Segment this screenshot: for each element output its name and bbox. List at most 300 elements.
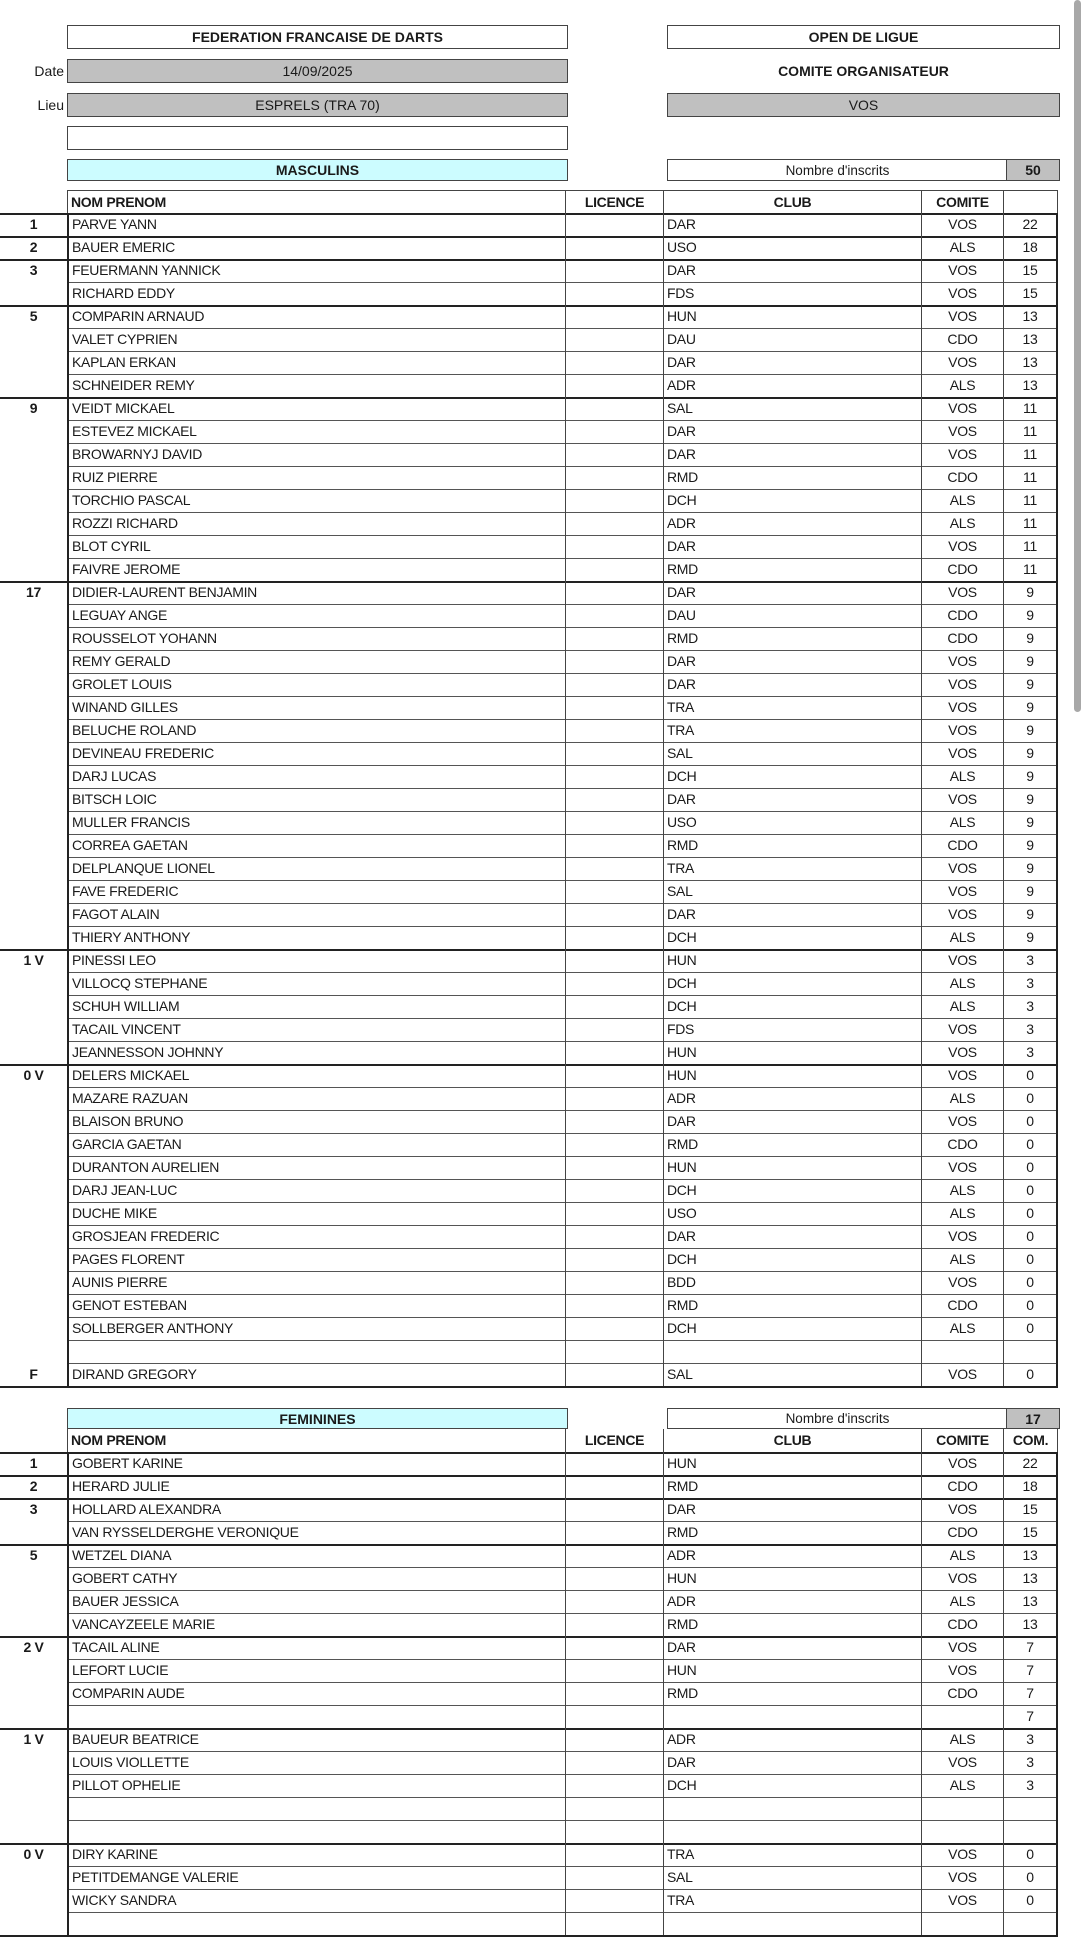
feminines-title: FEMININES [67, 1408, 568, 1429]
club-cell: DAU [664, 328, 922, 351]
licence-cell [566, 535, 664, 558]
lieu-field[interactable]: ESPRELS (TRA 70) [67, 93, 568, 117]
comite-cell [922, 1912, 1004, 1935]
comite-cell: ALS [922, 765, 1004, 788]
club-cell: SAL [664, 397, 922, 420]
club-cell: HUN [664, 949, 922, 972]
club-cell [664, 1705, 922, 1728]
name-cell: TORCHIO PASCAL [67, 489, 566, 512]
club-cell: SAL [664, 1363, 922, 1386]
col-header-club: CLUB [664, 191, 922, 214]
name-cell: PILLOT OPHELIE [67, 1774, 566, 1797]
rank-cell: 3 [29, 1501, 38, 1517]
licence-cell [566, 765, 664, 788]
comite-cell: ALS [922, 1202, 1004, 1225]
table-row[interactable] [0, 443, 1060, 466]
masculins-column-header [67, 190, 1058, 214]
rank-cell [0, 282, 67, 305]
name-cell: WINAND GILLES [67, 696, 566, 719]
name-cell: RICHARD EDDY [67, 282, 566, 305]
licence-cell [566, 236, 664, 259]
date-label: Date [34, 63, 64, 79]
table-row[interactable] [0, 719, 1060, 742]
points-cell: 0 [1004, 1843, 1058, 1866]
table-row[interactable] [0, 1156, 1060, 1179]
club-cell: DAR [664, 1225, 922, 1248]
rank-cell [0, 834, 67, 857]
licence-cell [566, 1636, 664, 1659]
comite-cell [922, 1797, 1004, 1820]
name-cell: BLAISON BRUNO [67, 1110, 566, 1133]
comite-cell: VOS [922, 903, 1004, 926]
licence-cell [566, 834, 664, 857]
table-row[interactable] [0, 995, 1060, 1018]
club-cell: DAR [664, 213, 922, 236]
points-cell: 3 [1004, 1774, 1058, 1797]
name-cell: DURANTON AURELIEN [67, 1156, 566, 1179]
licence-cell [566, 558, 664, 581]
comite-cell: ALS [922, 236, 1004, 259]
comite-organisateur-field[interactable]: VOS [667, 93, 1060, 117]
rank-cell: 1 V [23, 1731, 44, 1747]
comite-cell: VOS [922, 443, 1004, 466]
points-cell: 13 [1004, 351, 1058, 374]
points-cell: 0 [1004, 1110, 1058, 1133]
points-cell: 0 [1004, 1225, 1058, 1248]
table-row[interactable] [0, 420, 1060, 443]
comite-cell: VOS [922, 1636, 1004, 1659]
name-cell: FAGOT ALAIN [67, 903, 566, 926]
comite-cell: ALS [922, 512, 1004, 535]
table-row[interactable] [0, 489, 1060, 512]
rank-cell [0, 328, 67, 351]
table-row[interactable] [0, 1475, 1060, 1498]
licence-cell [566, 673, 664, 696]
points-cell: 13 [1004, 1567, 1058, 1590]
table-row[interactable] [0, 788, 1060, 811]
licence-cell [566, 328, 664, 351]
comite-cell: ALS [922, 1544, 1004, 1567]
licence-cell [566, 397, 664, 420]
table-row[interactable] [0, 1590, 1060, 1613]
club-cell: RMD [664, 1682, 922, 1705]
comite-cell: VOS [922, 305, 1004, 328]
licence-cell [566, 1567, 664, 1590]
rank-cell [0, 673, 67, 696]
table-row[interactable] [0, 236, 1060, 259]
comite-cell: VOS [922, 1225, 1004, 1248]
name-cell: JEANNESSON JOHNNY [67, 1041, 566, 1064]
name-cell: VALET CYPRIEN [67, 328, 566, 351]
rank-cell [0, 1041, 67, 1064]
points-cell: 9 [1004, 765, 1058, 788]
points-cell: 3 [1004, 1018, 1058, 1041]
licence-cell [566, 788, 664, 811]
rank-cell [0, 1521, 67, 1544]
table-row[interactable] [0, 1041, 1060, 1064]
club-cell: DAR [664, 351, 922, 374]
rank-cell [0, 995, 67, 1018]
licence-cell [566, 305, 664, 328]
table-row[interactable] [0, 857, 1060, 880]
name-cell: HERARD JULIE [67, 1475, 566, 1498]
name-cell: GOBERT CATHY [67, 1567, 566, 1590]
col-header-name: NOM PRENOM [67, 1429, 566, 1452]
table-row[interactable] [0, 1498, 1060, 1521]
table-row[interactable] [0, 1179, 1060, 1202]
licence-cell [566, 1774, 664, 1797]
table-row[interactable] [0, 1133, 1060, 1156]
club-cell: DAR [664, 1110, 922, 1133]
table-row[interactable] [0, 328, 1060, 351]
club-cell: RMD [664, 834, 922, 857]
club-cell: HUN [664, 305, 922, 328]
comite-cell: VOS [922, 1018, 1004, 1041]
comite-cell: ALS [922, 489, 1004, 512]
comite-cell: CDO [922, 627, 1004, 650]
points-cell: 9 [1004, 696, 1058, 719]
club-cell: BDD [664, 1271, 922, 1294]
licence-cell [566, 443, 664, 466]
table-row[interactable] [0, 949, 1060, 972]
table-row[interactable] [0, 1820, 1060, 1843]
points-cell: 0 [1004, 1363, 1058, 1386]
rank-cell: 17 [26, 584, 41, 600]
points-cell: 15 [1004, 1498, 1058, 1521]
feminines-inscrits-count: 17 [1006, 1408, 1060, 1429]
name-cell: COMPARIN ARNAUD [67, 305, 566, 328]
table-row[interactable] [0, 604, 1060, 627]
rank-cell [0, 1682, 67, 1705]
club-cell: USO [664, 811, 922, 834]
points-cell: 22 [1004, 213, 1058, 236]
rank-cell [0, 535, 67, 558]
points-cell: 9 [1004, 581, 1058, 604]
table-row[interactable] [0, 535, 1060, 558]
table-row[interactable] [0, 1636, 1060, 1659]
comite-cell: VOS [922, 259, 1004, 282]
points-cell: 22 [1004, 1452, 1058, 1475]
points-cell: 15 [1004, 282, 1058, 305]
licence-cell [566, 719, 664, 742]
licence-cell [566, 1544, 664, 1567]
table-row[interactable] [0, 466, 1060, 489]
club-cell: HUN [664, 1452, 922, 1475]
table-row[interactable] [0, 1452, 1060, 1475]
table-row[interactable] [0, 1363, 1060, 1386]
club-cell: TRA [664, 857, 922, 880]
points-cell [1004, 1340, 1058, 1363]
table-row[interactable] [0, 834, 1060, 857]
table-row[interactable] [0, 1567, 1060, 1590]
club-cell: DCH [664, 995, 922, 1018]
rank-cell [0, 1889, 67, 1912]
table-row[interactable] [0, 1912, 1060, 1935]
licence-cell [566, 972, 664, 995]
points-cell: 13 [1004, 1613, 1058, 1636]
points-cell: 0 [1004, 1087, 1058, 1110]
comite-cell: ALS [922, 926, 1004, 949]
table-row[interactable] [0, 1797, 1060, 1820]
licence-cell [566, 1866, 664, 1889]
rank-cell [0, 696, 67, 719]
club-cell: TRA [664, 1843, 922, 1866]
col-header-licence: LICENCE [566, 191, 664, 214]
rank-cell: 5 [29, 308, 38, 324]
licence-cell [566, 1452, 664, 1475]
table-row[interactable] [0, 696, 1060, 719]
name-cell [67, 1912, 566, 1935]
club-cell: SAL [664, 1866, 922, 1889]
comite-cell: VOS [922, 1156, 1004, 1179]
licence-cell [566, 1018, 664, 1041]
points-cell: 13 [1004, 1590, 1058, 1613]
table-row[interactable] [0, 926, 1060, 949]
points-cell: 0 [1004, 1156, 1058, 1179]
rank-cell: 2 V [23, 1639, 44, 1655]
rank-cell [0, 1294, 67, 1317]
table-row[interactable] [0, 397, 1060, 420]
table-row[interactable] [0, 673, 1060, 696]
comite-cell: VOS [922, 696, 1004, 719]
licence-cell [566, 1889, 664, 1912]
points-cell: 0 [1004, 1317, 1058, 1340]
rank-cell [0, 512, 67, 535]
club-cell: HUN [664, 1041, 922, 1064]
table-row[interactable] [0, 1728, 1060, 1751]
table-row[interactable] [0, 213, 1060, 236]
comite-cell: CDO [922, 466, 1004, 489]
table-row[interactable] [0, 1705, 1060, 1728]
points-cell: 13 [1004, 374, 1058, 397]
name-cell: BAUER EMERIC [67, 236, 566, 259]
name-cell: ESTEVEZ MICKAEL [67, 420, 566, 443]
club-cell: DCH [664, 765, 922, 788]
col-header-comite: COMITE [922, 191, 1004, 214]
table-row[interactable] [0, 1271, 1060, 1294]
club-cell: DCH [664, 1248, 922, 1271]
comite-cell: ALS [922, 972, 1004, 995]
table-row[interactable] [0, 512, 1060, 535]
date-field[interactable]: 14/09/2025 [67, 59, 568, 83]
blank-field[interactable] [67, 126, 568, 150]
rank-cell [0, 1018, 67, 1041]
table-row[interactable] [0, 1521, 1060, 1544]
table-row[interactable] [0, 1866, 1060, 1889]
name-cell: SCHUH WILLIAM [67, 995, 566, 1018]
table-row[interactable] [0, 558, 1060, 581]
table-row[interactable] [0, 1682, 1060, 1705]
table-row[interactable] [0, 1317, 1060, 1340]
comite-cell: CDO [922, 1682, 1004, 1705]
points-cell: 9 [1004, 903, 1058, 926]
table-row[interactable] [0, 765, 1060, 788]
club-cell: RMD [664, 466, 922, 489]
club-cell: DAR [664, 420, 922, 443]
rank-cell [0, 466, 67, 489]
table-row[interactable] [0, 581, 1060, 604]
licence-cell [566, 1613, 664, 1636]
licence-cell [566, 1317, 664, 1340]
name-cell: HOLLARD ALEXANDRA [67, 1498, 566, 1521]
licence-cell [566, 1064, 664, 1087]
table-row[interactable] [0, 1544, 1060, 1567]
rank-cell [0, 1133, 67, 1156]
club-cell: ADR [664, 1087, 922, 1110]
comite-cell: ALS [922, 1087, 1004, 1110]
club-cell [664, 1797, 922, 1820]
table-row[interactable] [0, 1248, 1060, 1271]
points-cell: 0 [1004, 1064, 1058, 1087]
rank-cell [0, 1271, 67, 1294]
name-cell: BITSCH LOIC [67, 788, 566, 811]
feminines-inscrits-label: Nombre d'inscrits [667, 1408, 1008, 1429]
club-cell: USO [664, 1202, 922, 1225]
club-cell: DAR [664, 1636, 922, 1659]
points-cell: 15 [1004, 259, 1058, 282]
rank-cell [0, 1820, 67, 1843]
table-row[interactable] [0, 1110, 1060, 1133]
comite-cell [922, 1340, 1004, 1363]
name-cell: RUIZ PIERRE [67, 466, 566, 489]
comite-cell: VOS [922, 213, 1004, 236]
table-row[interactable] [0, 1613, 1060, 1636]
table-row[interactable] [0, 259, 1060, 282]
licence-cell [566, 811, 664, 834]
points-cell: 9 [1004, 926, 1058, 949]
points-cell: 0 [1004, 1271, 1058, 1294]
table-row[interactable] [0, 972, 1060, 995]
comite-cell: VOS [922, 282, 1004, 305]
licence-cell [566, 466, 664, 489]
comite-cell [922, 1705, 1004, 1728]
rank-cell: 1 [29, 216, 38, 232]
points-cell [1004, 1820, 1058, 1843]
rank-cell [0, 604, 67, 627]
table-row[interactable] [0, 1751, 1060, 1774]
name-cell: GENOT ESTEBAN [67, 1294, 566, 1317]
rank-cell [0, 1659, 67, 1682]
comite-cell: CDO [922, 1475, 1004, 1498]
table-row[interactable] [0, 1889, 1060, 1912]
table-row[interactable] [0, 1340, 1060, 1363]
table-row[interactable] [0, 1843, 1060, 1866]
points-cell: 7 [1004, 1682, 1058, 1705]
rank-cell [0, 374, 67, 397]
rank-cell [0, 1317, 67, 1340]
club-cell: DAR [664, 673, 922, 696]
table-bottom-border [0, 1386, 1058, 1388]
club-cell: HUN [664, 1567, 922, 1590]
name-cell [67, 1797, 566, 1820]
comite-cell: VOS [922, 1498, 1004, 1521]
rank-cell [0, 811, 67, 834]
comite-cell: ALS [922, 1179, 1004, 1202]
club-cell [664, 1340, 922, 1363]
table-row[interactable] [0, 351, 1060, 374]
rank-cell [0, 489, 67, 512]
name-cell: DIDIER-LAURENT BENJAMIN [67, 581, 566, 604]
rank-cell [0, 627, 67, 650]
licence-cell [566, 880, 664, 903]
rank-cell: 5 [29, 1547, 38, 1563]
table-row[interactable] [0, 1087, 1060, 1110]
name-cell: REMY GERALD [67, 650, 566, 673]
rank-cell [0, 719, 67, 742]
scrollbar-thumb[interactable] [1074, 0, 1081, 712]
table-row[interactable] [0, 650, 1060, 673]
rank-cell [0, 1751, 67, 1774]
table-row[interactable] [0, 1659, 1060, 1682]
rank-cell [0, 765, 67, 788]
club-cell: DAR [664, 443, 922, 466]
name-cell: COMPARIN AUDE [67, 1682, 566, 1705]
licence-cell [566, 1041, 664, 1064]
points-cell: 9 [1004, 627, 1058, 650]
club-cell: RMD [664, 1521, 922, 1544]
licence-cell [566, 1590, 664, 1613]
club-cell: DCH [664, 1774, 922, 1797]
rank-cell: 3 [29, 262, 38, 278]
name-cell: FAIVRE JEROME [67, 558, 566, 581]
licence-cell [566, 1179, 664, 1202]
points-cell: 0 [1004, 1202, 1058, 1225]
table-row[interactable] [0, 1202, 1060, 1225]
comite-cell: VOS [922, 857, 1004, 880]
table-row[interactable] [0, 742, 1060, 765]
licence-cell [566, 489, 664, 512]
points-cell: 18 [1004, 1475, 1058, 1498]
club-cell: DAR [664, 1498, 922, 1521]
comite-cell: CDO [922, 558, 1004, 581]
table-row[interactable] [0, 1225, 1060, 1248]
comite-cell: VOS [922, 788, 1004, 811]
comite-cell: VOS [922, 719, 1004, 742]
club-cell: DAR [664, 903, 922, 926]
licence-cell [566, 374, 664, 397]
licence-cell [566, 857, 664, 880]
table-row[interactable] [0, 374, 1060, 397]
table-row[interactable] [0, 811, 1060, 834]
licence-cell [566, 1110, 664, 1133]
licence-cell [566, 1751, 664, 1774]
comite-cell: VOS [922, 673, 1004, 696]
points-cell: 0 [1004, 1866, 1058, 1889]
licence-cell [566, 1682, 664, 1705]
licence-cell [566, 1133, 664, 1156]
points-cell: 3 [1004, 972, 1058, 995]
name-cell: LOUIS VIOLLETTE [67, 1751, 566, 1774]
rank-cell: 0 V [23, 1846, 44, 1862]
table-row[interactable] [0, 305, 1060, 328]
table-row[interactable] [0, 282, 1060, 305]
rank-cell [0, 788, 67, 811]
table-row[interactable] [0, 880, 1060, 903]
table-row[interactable] [0, 1294, 1060, 1317]
rank-cell [0, 1912, 67, 1935]
points-cell: 9 [1004, 834, 1058, 857]
table-row[interactable] [0, 627, 1060, 650]
licence-cell [566, 995, 664, 1018]
points-cell [1004, 1797, 1058, 1820]
table-row[interactable] [0, 903, 1060, 926]
table-row[interactable] [0, 1018, 1060, 1041]
points-cell: 13 [1004, 328, 1058, 351]
club-cell: RMD [664, 1613, 922, 1636]
table-row[interactable] [0, 1774, 1060, 1797]
table-row[interactable] [0, 1064, 1060, 1087]
points-cell: 11 [1004, 489, 1058, 512]
